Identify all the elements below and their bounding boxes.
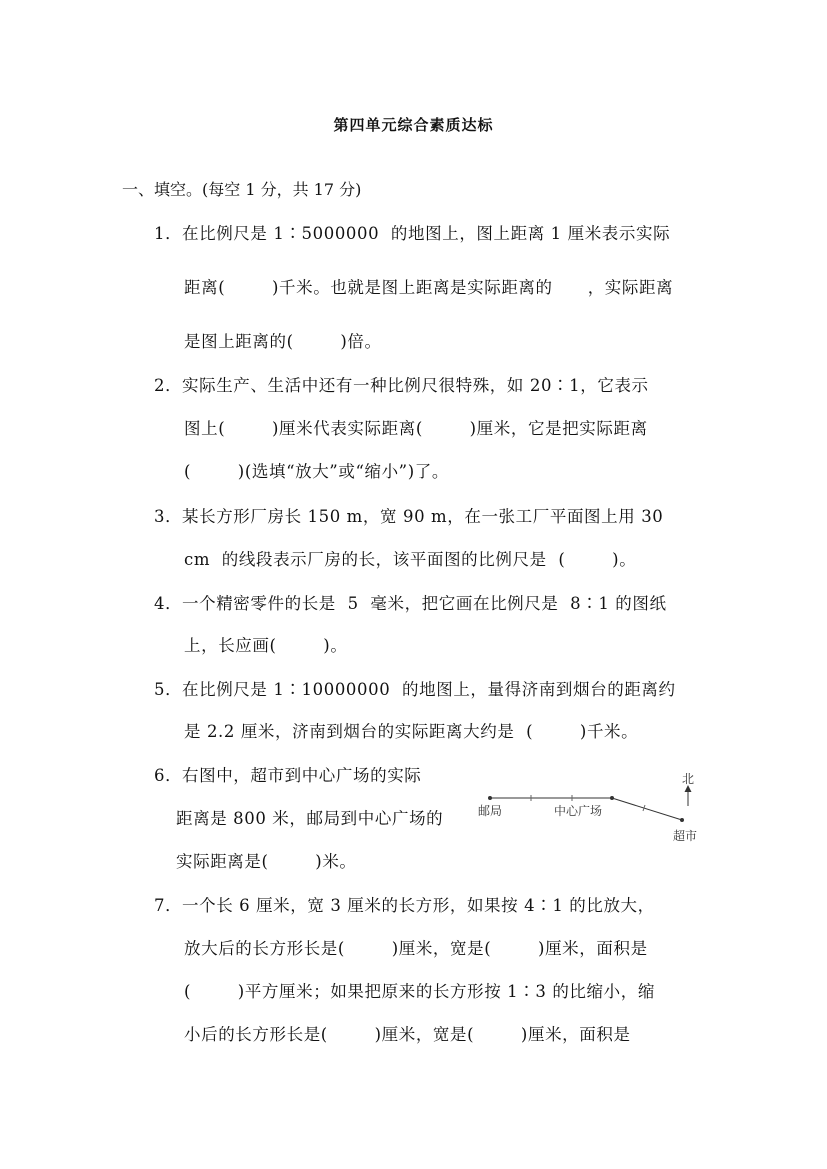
q7-line4: 小后的长方形长是( )厘米，宽是( )厘米，面积是 <box>184 1025 631 1044</box>
q3-line2: cm 的线段表示厂房的长，该平面图的比例尺是 ( )。 <box>184 550 637 569</box>
q7-line1 <box>154 892 655 916</box>
q1-line3: 是图上距离的( )倍。 <box>184 332 382 351</box>
q5-text-1: 在比例尺是 1∶10000000 的地图上，量得济南到烟台的距离约 <box>182 680 676 699</box>
q2-text-1: 实际生产、生活中还有一种比例尺很特殊，如 20∶1，它表示 <box>182 376 649 395</box>
q2-line3: ( )(选填“放大”或“缩小”)了。 <box>184 462 449 481</box>
supermarket-dot <box>680 818 684 822</box>
q6-line2: 距离是 800 米，邮局到中心广场的 <box>176 809 444 828</box>
map-figure <box>470 768 710 858</box>
q5-number: 5． <box>154 680 183 699</box>
q2-line1 <box>154 372 649 396</box>
q4-text-1: 一个精密零件的长是 5 毫米，把它画在比例尺是 8∶1 的图纸 <box>182 594 667 613</box>
q7-number: 7． <box>154 896 183 915</box>
section-heading: 一、填空。(每空 1 分，共 17 分) <box>122 180 362 199</box>
q6-text-1: 右图中，超市到中心广场的实际 <box>182 766 422 785</box>
q7-line2: 放大后的长方形长是( )厘米，宽是( )厘米，面积是 <box>184 939 648 958</box>
q6-line1 <box>154 762 421 786</box>
q6-line3: 实际距离是( )米。 <box>176 852 357 871</box>
q2-number: 2． <box>154 376 183 395</box>
q2-line2: 图上( )厘米代表实际距离( )厘米，它是把实际距离 <box>184 419 648 438</box>
q3-line1 <box>154 503 663 527</box>
center-square-dot <box>610 796 614 800</box>
center-to-supermarket-line <box>612 798 682 820</box>
q6-number: 6． <box>154 766 183 785</box>
north-arrow <box>685 785 692 806</box>
q5-line2: 是 2.2 厘米，济南到烟台的实际距离大约是 ( )千米。 <box>184 722 639 741</box>
q7-text-1: 一个长 6 厘米，宽 3 厘米的长方形，如果按 4∶1 的比放大， <box>182 896 655 915</box>
q1-line2: 距离( )千米。也就是图上距离是实际距离的 ，实际距离 <box>184 278 674 297</box>
q4-line2: 上，长应画( )。 <box>184 636 348 655</box>
q5-line1 <box>154 676 676 700</box>
supermarket-label: 超市 <box>673 829 698 843</box>
q4-line1 <box>154 590 667 614</box>
page-title: 第四单元综合素质达标 <box>333 116 494 134</box>
q1-number: 1． <box>154 224 183 243</box>
q3-text-1: 某长方形厂房长 150 m，宽 90 m，在一张工厂平面图上用 30 <box>182 507 664 526</box>
north-label: 北 <box>682 772 695 786</box>
q1-text-1: 在比例尺是 1∶5000000 的地图上，图上距离 1 厘米表示实际 <box>182 224 671 243</box>
q1-line1 <box>154 220 670 244</box>
q4-number: 4． <box>154 594 183 613</box>
q7-line3: ( )平方厘米；如果把原来的长方形按 1∶3 的比缩小，缩 <box>184 982 655 1001</box>
post-office-dot <box>488 796 492 800</box>
q3-number: 3． <box>154 507 183 526</box>
center-square-label: 中心广场 <box>554 804 603 818</box>
post-office-label: 邮局 <box>478 804 503 818</box>
